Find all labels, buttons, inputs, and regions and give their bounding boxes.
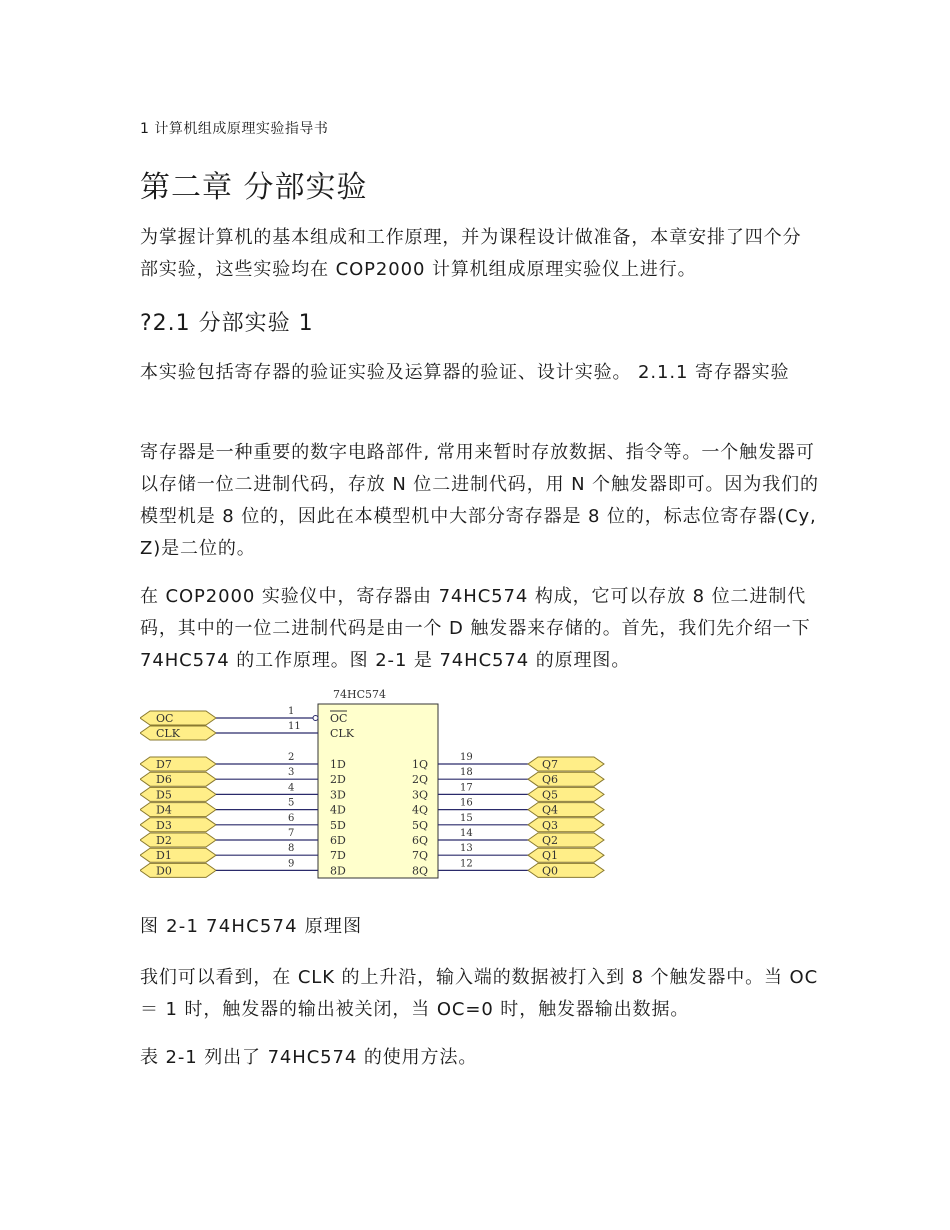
- port-d3: [140, 818, 216, 832]
- chapter-title: 第二章 分部实验: [140, 170, 368, 205]
- port-label-d0: D0: [156, 864, 172, 878]
- port-d0: [140, 863, 216, 877]
- paragraph-clk-behavior: 我们可以看到，在 CLK 的上升沿，输入端的数据被打入到 8 个触发器中。当 OC ＝ 1 时，触发器的输出被关闭，当 OC=0 时，触发器输出数据。: [140, 967, 819, 1020]
- chip-pin-label-1q: 1Q: [412, 758, 429, 771]
- port-d4: [140, 803, 216, 817]
- pin-number-14: 14: [460, 828, 473, 839]
- port-q7: [528, 757, 604, 771]
- pin-number-17: 17: [460, 782, 473, 794]
- port-label-q6: Q6: [542, 773, 559, 787]
- chip-pin-label-3q: 3Q: [412, 788, 429, 802]
- port-q3: [528, 818, 604, 832]
- pin-number-4: 4: [288, 782, 295, 794]
- port-label-q3: Q3: [542, 818, 559, 832]
- port-q6: [528, 772, 604, 786]
- chip-pin-label-3d: 3D: [330, 788, 346, 802]
- port-label-q7: Q7: [542, 758, 559, 771]
- pin-number-16: 16: [460, 797, 473, 809]
- chip-pin-label-1d: 1D: [330, 758, 346, 771]
- port-d5: [140, 787, 216, 801]
- 74hc574-schematic: [140, 686, 610, 880]
- pin-number-2: 2: [288, 752, 295, 763]
- port-d2: [140, 833, 216, 847]
- pin-number-3: 3: [288, 767, 295, 779]
- port-q5: [528, 787, 604, 801]
- pin-number-18: 18: [460, 767, 473, 779]
- intro-paragraph: 为掌握计算机的基本组成和工作原理，并为课程设计做准备，本章安排了四个分部实验，这些实验均在 COP2000 计算机组成原理实验仪上进行。: [140, 227, 802, 280]
- port-q1: [528, 848, 604, 862]
- paragraph-74hc574-intro: 在 COP2000 实验仪中，寄存器由 74HC574 构成，它可以存放 8 位二进制代码，其中的一位二进制代码是由一个 D 触发器来存储的。首先，我们先介绍一下 74HC574 的工作原理。图 2-1 是 74HC574 的原理图。: [140, 586, 811, 671]
- chip-pin-label-5q: 5Q: [412, 818, 429, 832]
- port-label-d5: D5: [156, 788, 172, 802]
- port-label-d6: D6: [156, 773, 172, 787]
- paragraph-overview: 本实验包括寄存器的验证实验及运算器的验证、设计实验。 2.1.1 寄存器实验: [140, 362, 790, 383]
- chip-pin-label-6q: 6Q: [412, 834, 429, 847]
- port-label-d2: D2: [156, 834, 172, 847]
- chip-pin-label-oc: OC: [330, 712, 348, 725]
- pin-number-8: 8: [288, 843, 295, 855]
- port-label-q4: Q4: [542, 803, 559, 817]
- port-label-clk: CLK: [156, 727, 180, 740]
- chip-pin-label-2d: 2D: [330, 773, 346, 787]
- pin-number-15: 15: [460, 812, 473, 824]
- port-q4: [528, 803, 604, 817]
- section-title: ?2.1 分部实验 1: [140, 311, 314, 336]
- port-d6: [140, 772, 216, 786]
- pin-number-6: 6: [288, 812, 295, 824]
- port-label-oc: OC: [156, 712, 174, 725]
- chip-pin-label-4q: 4Q: [412, 803, 429, 817]
- pin-number-12: 12: [460, 858, 473, 870]
- port-d1: [140, 848, 216, 862]
- chip-pin-label-7q: 7Q: [412, 849, 429, 863]
- chip-pin-label-7d: 7D: [330, 849, 346, 863]
- inversion-bubble: [313, 716, 318, 721]
- port-label-d1: D1: [156, 849, 172, 863]
- port-label-d7: D7: [156, 758, 172, 771]
- chip-pin-label-8q: 8Q: [412, 864, 429, 878]
- pin-number-7: 7: [288, 828, 295, 839]
- figure-caption: 图 2-1 74HC574 原理图: [140, 916, 363, 937]
- port-q0: [528, 863, 604, 877]
- paragraph-table-ref: 表 2-1 列出了 74HC574 的使用方法。: [140, 1047, 478, 1068]
- port-d7: [140, 757, 216, 771]
- chip-pin-label-4d: 4D: [330, 803, 346, 817]
- port-label-q1: Q1: [542, 849, 559, 863]
- chip-pin-label-8d: 8D: [330, 864, 346, 878]
- port-q2: [528, 833, 604, 847]
- port-oc: [140, 711, 216, 725]
- running-header: 1 计算机组成原理实验指导书: [140, 121, 329, 137]
- port-label-q2: Q2: [542, 834, 559, 847]
- chip-name: 74HC574: [333, 688, 387, 701]
- pin-number-9: 9: [288, 858, 295, 870]
- pin-number-19: 19: [460, 752, 473, 763]
- chip-pin-label-clk: CLK: [330, 727, 354, 740]
- chip-pin-label-5d: 5D: [330, 818, 346, 832]
- pin-number-13: 13: [460, 843, 473, 855]
- paragraph-register-intro: 寄存器是一种重要的数字电路部件, 常用来暂时存放数据、指令等。一个触发器可以存储一位二进制代码，存放 N 位二进制代码，用 N 个触发器即可。因为我们的模型机是 8 位的，因此在本模型机中大部分寄存器是 8 位的，标志位寄存器(Cy, Z)是二位的。: [140, 442, 819, 559]
- port-label-q0: Q0: [542, 864, 559, 878]
- port-label-d3: D3: [156, 818, 172, 832]
- chip-pin-label-2q: 2Q: [412, 773, 429, 787]
- port-label-q5: Q5: [542, 788, 559, 802]
- pin-number-1: 1: [288, 706, 295, 717]
- pin-number-11: 11: [288, 721, 301, 732]
- chip-pin-label-6d: 6D: [330, 834, 346, 847]
- pin-number-5: 5: [288, 797, 295, 809]
- port-label-d4: D4: [156, 803, 172, 817]
